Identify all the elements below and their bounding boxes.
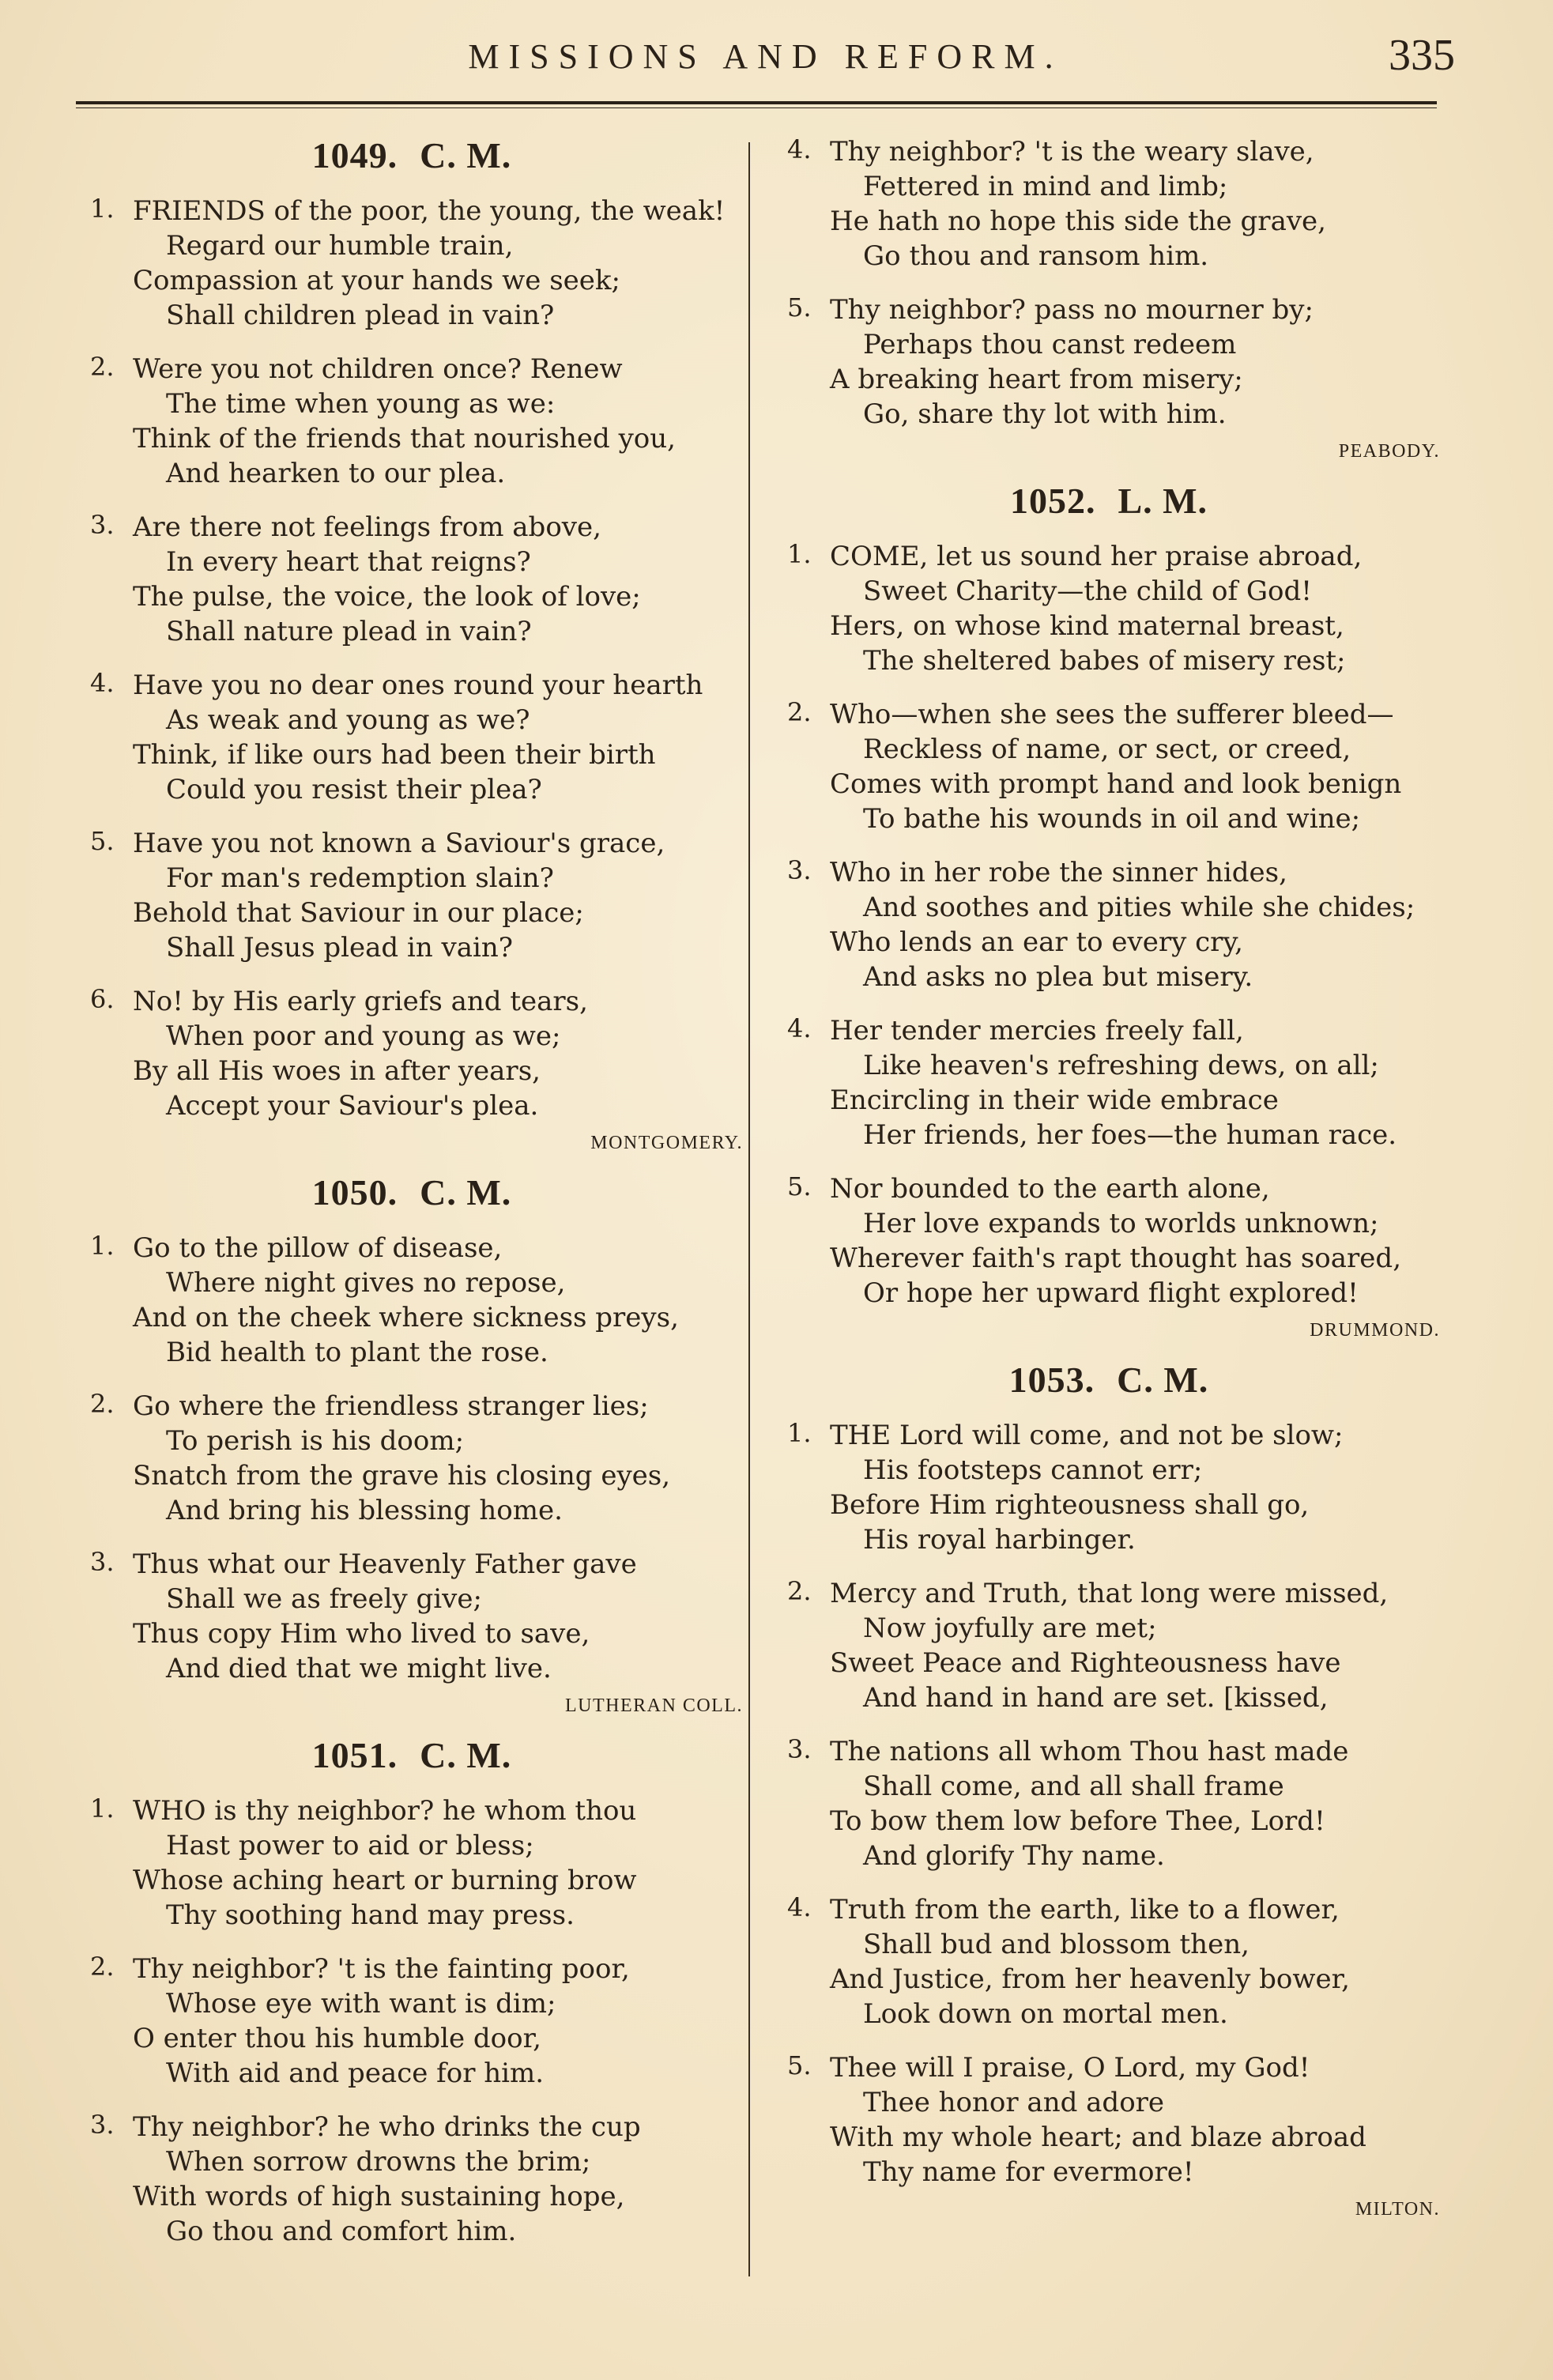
stanza-number: 4. [90,668,115,698]
hymn-meter: L. M. [1118,481,1208,521]
verse-line: With my whole heart; and blaze abroad [830,2122,1366,2153]
verse-line: Before Him righteousness shall go, [830,1489,1310,1521]
hymn-author: MONTGOMERY. [590,1133,743,1153]
verse-line: A breaking heart from misery; [830,364,1243,395]
stanza-number: 1. [90,1231,115,1261]
verse-line: WHO is thy neighbor? he whom thou [133,1795,637,1827]
stanza [773,1171,1445,1311]
verse-line: Thy neighbor? pass no mourner by; [830,294,1314,326]
verse-line: Are there not feelings from above, [133,511,601,543]
verse-line: Snatch from the grave his closing eyes, [133,1460,671,1492]
verse-line: To bow them low before Thee, Lord! [830,1805,1325,1837]
verse-line: Hast power to aid or bless; [166,1830,534,1861]
verse-line: Her love expands to worlds unknown; [863,1208,1379,1239]
stanza-number: 2. [90,1952,115,1982]
stanza [76,984,748,1123]
verse-line: Mercy and Truth, that long were missed, [830,1578,1389,1609]
verse-line: Encircling in their wide embrace [830,1084,1279,1116]
verse-line: Her tender mercies freely fall, [830,1015,1244,1047]
verse-line: Shall bud and blossom then, [863,1929,1250,1960]
verse-line: The nations all whom Thou hast made [830,1736,1349,1767]
verse-line: Nor bounded to the earth alone, [830,1173,1270,1205]
stanza-number: 4. [787,1013,812,1043]
verse-line: Think, if like ours had been their birth [133,739,656,771]
verse-line: And on the cheek where sickness preys, [133,1302,679,1333]
verse-line: Like heaven's refreshing dews, on all; [863,1050,1379,1081]
stanza-number: 1. [90,1793,115,1824]
verse-line: In every heart that reigns? [166,546,531,578]
stanza-number: 3. [787,1734,812,1764]
verse-line: Sweet Charity—the child of God! [863,575,1312,607]
stanza-number: 5. [787,1171,812,1201]
verse-line: The time when young as we: [166,388,556,420]
spacer [76,2268,748,2282]
hymn-author: PEABODY. [1338,441,1440,462]
stanza-number: 1. [787,539,812,569]
verse-line: Thee will I praise, O Lord, my God! [830,2052,1310,2084]
stanza [773,1576,1445,1715]
verse-line: And bring his blessing home. [166,1495,563,1526]
hymn-number: 1053. [1008,1360,1095,1400]
stanza [76,1793,748,1933]
stanza-number: 2. [787,1576,812,1606]
verse-line: Go, share thy lot with him. [863,398,1227,430]
hymn-heading [773,480,1445,522]
stanza [773,134,1445,273]
stanza-number: 3. [787,855,812,885]
verse-line: Where night gives no repose, [166,1267,566,1299]
verse-line: Thy neighbor? he who drinks the cup [133,2111,641,2143]
hymn-meter: C. M. [420,1735,512,1775]
stanza-number: 3. [90,1547,115,1577]
right-column [773,134,1445,2238]
hymn-meter: C. M. [420,135,512,175]
verse-line: Sweet Peace and Righteousness have [830,1647,1341,1679]
hymn-number: 1051. [311,1735,398,1775]
stanza [773,292,1445,432]
stanza [773,539,1445,678]
verse-line: Thy name for evermore! [863,2156,1194,2188]
hymn-author: MILTON. [1355,2199,1440,2220]
running-title: MISSIONS AND REFORM. [468,37,1063,76]
verse-line: With aid and peace for him. [166,2058,545,2089]
hymn-heading [76,1734,748,1776]
stanza [773,1013,1445,1152]
verse-line: Fettered in mind and limb; [863,171,1228,202]
verse-line: Her friends, her foes—the human race. [863,1119,1397,1151]
stanza [76,1952,748,2091]
stanza-number: 5. [787,2050,812,2080]
hymn-author: DRUMMOND. [1310,1320,1440,1341]
verse-line: THE Lord will come, and not be slow; [830,1420,1344,1451]
stanza-number: 3. [90,2110,115,2140]
verse-line: Bid health to plant the rose. [166,1337,548,1368]
verse-line: And Justice, from her heavenly bower, [830,1963,1350,1995]
stanza [76,352,748,491]
header-rule-thin [76,107,1437,108]
verse-line: O enter thou his humble door, [133,2023,541,2054]
stanza-number: 3. [90,510,115,540]
verse-line: The pulse, the voice, the look of love; [133,581,641,613]
stanza [773,1734,1445,1873]
verse-line: The sheltered babes of misery rest; [863,645,1346,677]
verse-line: When poor and young as we; [166,1020,561,1052]
stanza-number: 1. [787,1418,812,1448]
verse-line: Who lends an ear to every cry, [830,926,1243,958]
stanza-number: 5. [787,292,812,322]
verse-line: Accept your Saviour's plea. [166,1090,539,1122]
verse-line: Now joyfully are met; [863,1612,1157,1644]
verse-line: Have you no dear ones round your hearth [133,669,703,701]
stanza [773,855,1445,994]
verse-line: Look down on mortal men. [863,1998,1228,2030]
verse-line: And died that we might live. [166,1653,552,1684]
verse-line: When sorrow drowns the brim; [166,2146,591,2178]
verse-line: Shall we as freely give; [166,1583,482,1615]
stanza [76,510,748,649]
verse-line: To perish is his doom; [166,1425,465,1457]
verse-line: Who—when she sees the sufferer bleed— [830,699,1394,730]
stanza [76,2110,748,2249]
verse-line: Hers, on whose kind maternal breast, [830,610,1344,642]
verse-line: Thy soothing hand may press. [166,1899,575,1931]
hymn-number: 1050. [311,1172,398,1213]
stanza [76,668,748,807]
verse-line: Reckless of name, or sect, or creed, [863,734,1351,765]
verse-line: Compassion at your hands we seek; [133,265,620,296]
verse-line: Shall nature plead in vain? [166,616,532,647]
verse-line: Shall children plead in vain? [166,300,555,331]
verse-line: Shall Jesus plead in vain? [166,932,514,964]
running-head [76,30,1455,85]
verse-line: He hath no hope this side the grave, [830,206,1326,237]
hymn-heading [773,1359,1445,1401]
stanza-number: 6. [90,984,115,1014]
verse-line: His royal harbinger. [863,1524,1136,1556]
verse-line: And hearken to our plea. [166,458,506,489]
stanza [773,697,1445,836]
verse-line: Behold that Saviour in our place; [133,897,584,929]
hymn-number: 1052. [1009,481,1096,521]
verse-line: And glorify Thy name. [863,1840,1165,1872]
verse-line: Thee honor and adore [863,2087,1165,2118]
verse-line: And soothes and pities while she chides; [863,892,1415,923]
verse-line: FRIENDS of the poor, the young, the weak! [133,195,726,227]
left-column [76,134,748,2282]
verse-line: As weak and young as we? [166,704,530,736]
verse-line: Comes with prompt hand and look benign [830,768,1402,800]
verse-line: Go to the pillow of disease, [133,1232,503,1264]
stanza [773,1418,1445,1557]
header-rule [76,101,1437,104]
verse-line: Who in her robe the sinner hides, [830,857,1287,888]
verse-line: Regard our humble train, [166,230,514,262]
verse-line: Perhaps thou canst redeem [863,329,1237,360]
verse-line: Whose aching heart or burning brow [133,1865,637,1896]
hymn-meter: C. M. [420,1172,512,1213]
stanza [76,826,748,965]
verse-line: Thy neighbor? 't is the fainting poor, [133,1953,630,1985]
verse-line: Shall come, and all shall frame [863,1771,1284,1802]
hymn-author: LUTHERAN COLL. [565,1695,743,1716]
stanza-number: 5. [90,826,115,856]
stanza [76,194,748,333]
stanza-number: 1. [90,194,115,224]
verse-line: Go where the friendless stranger lies; [133,1390,649,1422]
hymn-number: 1049. [311,135,398,175]
verse-line: Thy neighbor? 't is the weary slave, [830,136,1314,168]
stanza-number: 2. [90,352,115,382]
verse-line: Truth from the earth, like to a flower, [830,1894,1340,1925]
hymn-heading [76,1171,748,1213]
verse-line: With words of high sustaining hope, [133,2181,625,2212]
stanza [773,2050,1445,2190]
verse-line: For man's redemption slain? [166,862,554,894]
hymn-meter: C. M. [1117,1360,1209,1400]
stanza [76,1547,748,1686]
hymn-heading [76,134,748,176]
verse-line: Wherever faith's rapt thought has soared, [830,1243,1401,1274]
verse-line: Think of the friends that nourished you, [133,423,676,455]
stanza-number: 4. [787,1892,812,1922]
verse-line: Could you resist their plea? [166,774,542,805]
verse-line: COME, let us sound her praise abroad, [830,541,1363,572]
stanza-number: 4. [787,134,812,164]
verse-line: And asks no plea but misery. [863,961,1253,993]
verse-line: Go thou and comfort him. [166,2216,517,2247]
page-number: 335 [1389,31,1455,80]
verse-line: Go thou and ransom him. [863,240,1209,272]
verse-line: Have you not known a Saviour's grace, [133,828,665,859]
stanza-number: 2. [90,1389,115,1419]
verse-line: Thus what our Heavenly Father gave [133,1548,637,1580]
verse-line: Were you not children once? Renew [133,353,623,385]
verse-line: His footsteps cannot err; [863,1454,1203,1486]
stanza [76,1231,748,1370]
verse-line: No! by His early griefs and tears, [133,986,588,1017]
verse-line: And hand in hand are set. [kissed, [863,1682,1329,1714]
stanza [773,1892,1445,2031]
verse-line: By all His woes in after years, [133,1055,541,1087]
verse-line: Or hope her upward flight explored! [863,1277,1359,1309]
column-divider [748,142,750,2276]
verse-line: Thus copy Him who lived to save, [133,1618,590,1650]
verse-line: Whose eye with want is dim; [166,1988,556,2020]
verse-line: To bathe his wounds in oil and wine; [863,803,1361,835]
stanza [76,1389,748,1528]
stanza-number: 2. [787,697,812,727]
